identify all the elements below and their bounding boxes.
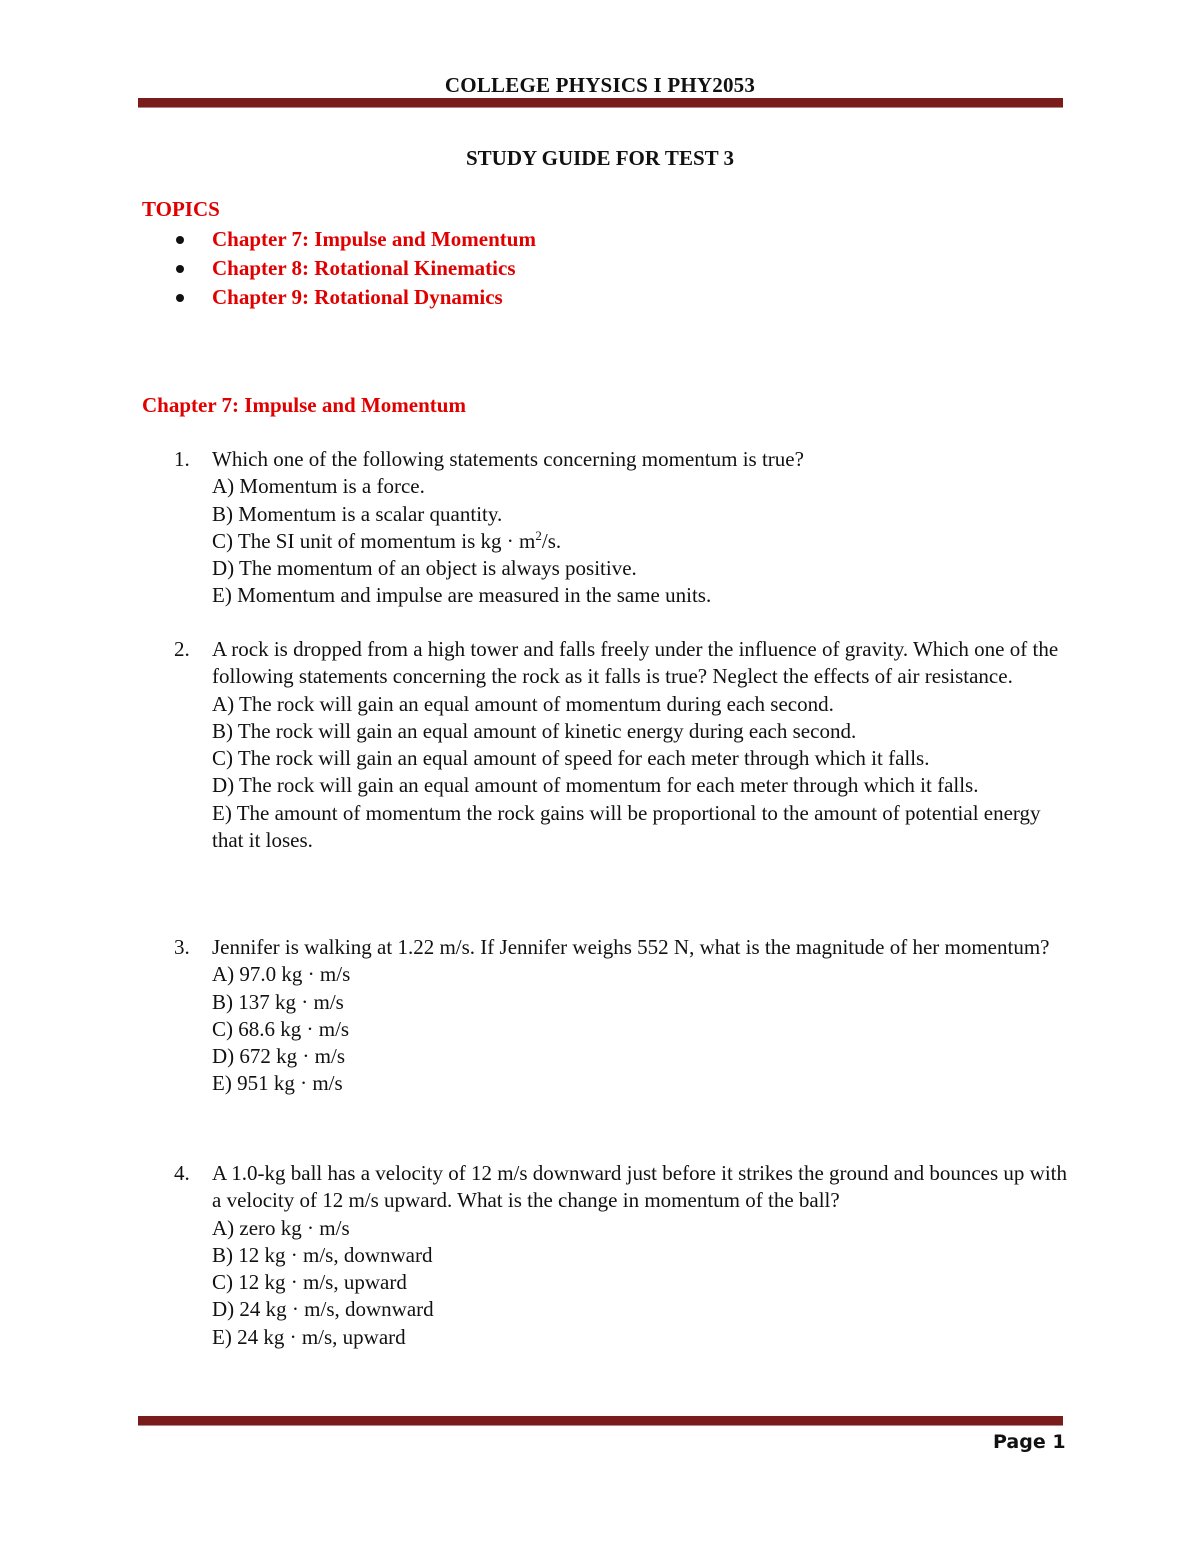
answer-option: A) 97.0 kg · m/s <box>212 962 351 987</box>
answer-option-text: C) The SI unit of momentum is kg · m <box>212 528 536 553</box>
answer-option: C) 68.6 kg · m/s <box>212 1016 350 1041</box>
question-4 <box>174 1160 1072 1351</box>
topic-text: Chapter 8: Rotational Kinematics <box>212 256 516 280</box>
answer-option: B) The rock will gain an equal amount of kinetic energy during each second. <box>212 718 857 743</box>
chapter-heading: Chapter 7: Impulse and Momentum <box>142 393 466 417</box>
answer-option: E) 24 kg · m/s, upward <box>212 1324 406 1349</box>
question-number: 3. <box>174 935 190 959</box>
answer-option: A) The rock will gain an equal amount of momentum during each second. <box>212 691 834 716</box>
page-number: Page 1 <box>993 1431 1066 1453</box>
header-rule <box>138 98 1063 108</box>
footer-rule <box>138 1416 1063 1426</box>
answer-option: A) Momentum is a force. <box>212 474 425 499</box>
answer-option: D) 672 kg · m/s <box>212 1044 345 1069</box>
topics-label: TOPICS <box>142 197 220 221</box>
question-number: 2. <box>174 637 190 661</box>
topics-list <box>142 226 536 313</box>
topic-item <box>142 226 536 255</box>
question-text: Which one of the following statements concerning momentum is true? <box>212 447 804 471</box>
bullet-icon <box>176 265 184 273</box>
question-1 <box>174 446 1072 610</box>
question-number: 4. <box>174 1161 190 1185</box>
question-number: 1. <box>174 447 190 471</box>
answer-option <box>212 528 1072 555</box>
question-2 <box>174 636 1072 854</box>
topic-item <box>142 284 536 313</box>
page-header-title: COLLEGE PHYSICS I PHY2053 <box>444 73 756 97</box>
answer-option: E) 951 kg · m/s <box>212 1071 343 1096</box>
answer-option: B) 137 kg · m/s <box>212 989 344 1014</box>
question-3 <box>174 934 1072 1098</box>
answer-option: E) Momentum and impulse are measured in the same units. <box>212 583 712 608</box>
bullet-icon <box>176 294 184 302</box>
topic-text: Chapter 9: Rotational Dynamics <box>212 285 503 309</box>
answer-option: E) The amount of momentum the rock gains will be proportional to the amount of potential energy that it loses. <box>212 800 1041 853</box>
answer-option: D) The rock will gain an equal amount of momentum for each meter through which it falls. <box>212 773 979 798</box>
document-subtitle: STUDY GUIDE FOR TEST 3 <box>465 146 735 170</box>
answer-option: C) 12 kg · m/s, upward <box>212 1270 407 1295</box>
answer-option: D) The momentum of an object is always positive. <box>212 556 637 581</box>
superscript-exponent: 2 <box>535 527 542 543</box>
topic-item <box>142 255 536 284</box>
answer-option-tail: /s. <box>541 528 562 553</box>
question-text: A 1.0-kg ball has a velocity of 12 m/s downward just before it strikes the ground and bounces up with a velocity of 12 m/s upward. What is the change in momentum of the ball? <box>212 1161 1068 1213</box>
answer-option: B) Momentum is a scalar quantity. <box>212 501 503 526</box>
answer-option: D) 24 kg · m/s, downward <box>212 1297 434 1322</box>
question-text: A rock is dropped from a high tower and falls freely under the influence of gravity. Which one of the following statements concerning the rock as it falls is true? Neglect the effects of air resistance. <box>212 637 1059 689</box>
answer-option: A) zero kg · m/s <box>212 1215 350 1240</box>
answer-option: B) 12 kg · m/s, downward <box>212 1242 433 1267</box>
topic-text: Chapter 7: Impulse and Momentum <box>212 227 536 251</box>
answer-option: C) The rock will gain an equal amount of speed for each meter through which it falls. <box>212 746 930 771</box>
question-text: Jennifer is walking at 1.22 m/s. If Jennifer weighs 552 N, what is the magnitude of her momentum? <box>212 935 1050 959</box>
bullet-icon <box>176 236 184 244</box>
